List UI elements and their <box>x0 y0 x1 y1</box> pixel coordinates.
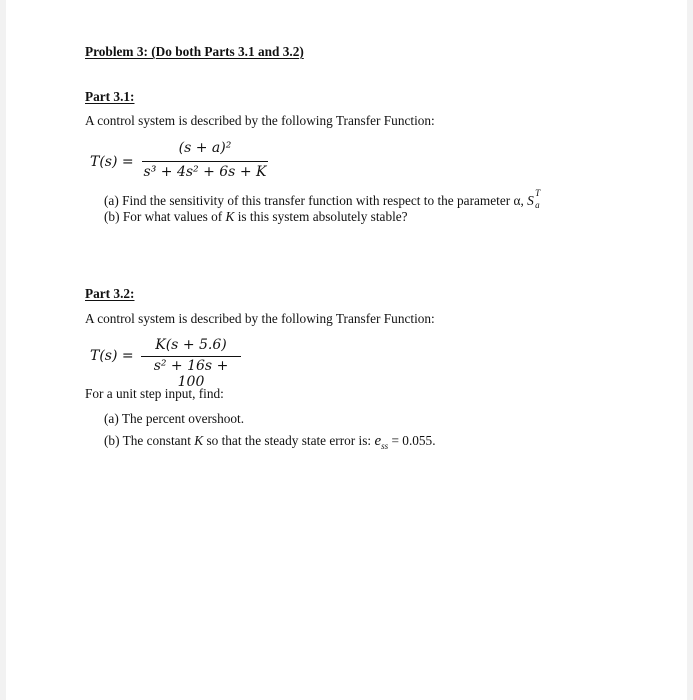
tf1-fraction-bar <box>142 161 268 162</box>
part-3-1-item-b: (b) For what values of K is this system absolutely stable? <box>104 209 408 224</box>
part-3-1-intro: A control system is described by the following Transfer Function: <box>85 113 435 128</box>
tf1-denominator: s³ + 4s² + 6s + K <box>143 164 267 180</box>
part-3-2-item-b: (b) The constant K so that the steady state error is: $e_{ss} = 0.055$. <box>104 433 436 451</box>
tf1-lhs: T(s) = <box>90 154 134 170</box>
tf2-fraction-bar <box>141 356 241 357</box>
item-a-text: (a) Find the sensitivity of this transfer function with respect to the parameter α, <box>104 193 524 208</box>
part-3-2-intro: A control system is described by the following Transfer Function: <box>85 311 435 326</box>
part-3-1-heading: Part 3.1: <box>85 89 135 104</box>
tf1-numerator: (s + a)² <box>178 140 232 156</box>
steady-state-error-symbol: $e_{ss}$ <box>374 433 389 451</box>
tf2-lhs: T(s) = <box>90 348 134 364</box>
tf2-denominator: s² + 16s + 100 <box>153 358 229 390</box>
part-3-1-item-a <box>104 188 541 210</box>
problem-title: Problem 3: (Do both Parts 3.1 and 3.2) <box>85 44 304 59</box>
tf2-numerator: K(s + 5.6) <box>155 337 227 353</box>
step-input-prompt: For a unit step input, find: <box>85 386 224 401</box>
document-page <box>6 0 687 700</box>
sensitivity-symbol: S T a <box>527 188 541 210</box>
part-3-2-heading: Part 3.2: <box>85 286 135 301</box>
part-3-2-item-a: (a) The percent overshoot. <box>104 411 245 426</box>
